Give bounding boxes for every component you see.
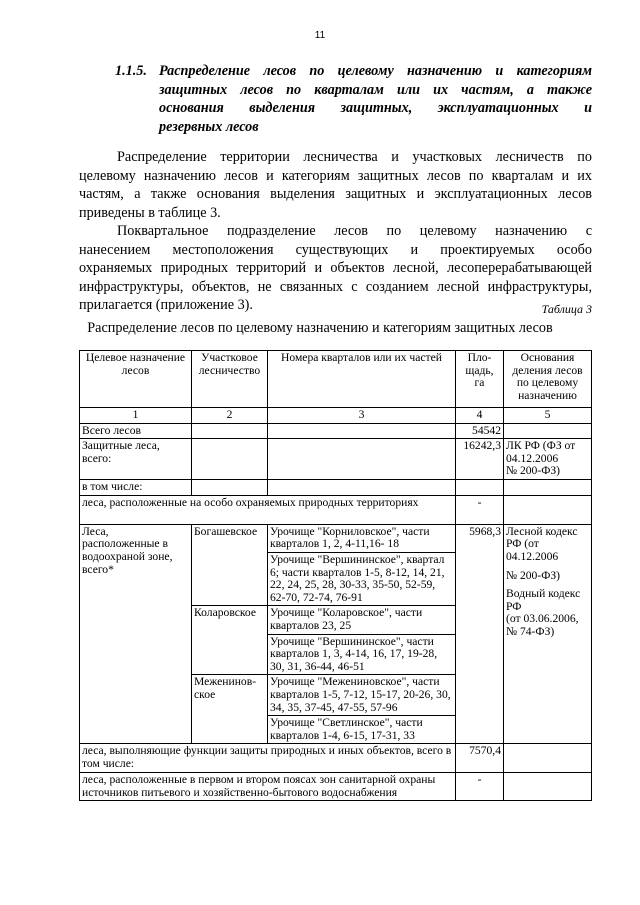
page-number: 11 <box>314 30 326 41</box>
row-label: Леса, расположенные в водоохраной зоне, всего* <box>80 524 192 744</box>
basis-line: ЛК РФ (ФЗ от <box>506 439 576 453</box>
row-area: 7570,4 <box>456 744 504 773</box>
column-number: 2 <box>192 408 268 424</box>
header-basis-line: деления лесов <box>512 363 583 377</box>
header-area-line: Пло- <box>467 351 492 364</box>
basis-line: 04.12.2006 <box>506 549 559 563</box>
table-row <box>80 480 592 496</box>
text-line: Распределение территории лесничества и участковых лесничеств по <box>117 149 592 165</box>
header-area-line: щадь, <box>465 363 494 377</box>
basis-line: 04.12.2006 <box>506 451 559 465</box>
tract-cell: Урочище "Межениновское", части кварталов 1-5, 7-12, 15-17, 20-26, 30, 34, 35, 37-45, 47-55, 57-96 <box>268 675 456 716</box>
row-label: леса, расположенные на особо охраняемых природных территориях <box>80 495 456 524</box>
text-line: приведены в таблице 3. <box>79 204 221 221</box>
header-basis-line: по целевому <box>516 376 579 390</box>
header-quarters: Номера кварталов или их частей <box>268 351 456 408</box>
basis-line: № 74-ФЗ) <box>506 624 555 638</box>
section-heading <box>115 62 592 136</box>
row-label: леса, выполняющие функции защиты природных и иных объектов, всего в том числе: <box>80 744 456 773</box>
row-area: 5968,3 <box>456 524 504 744</box>
text-line: инфраструктуры, объектов, не связанных с созданием лесной инфраструктуры, <box>79 278 592 295</box>
text-line: охраняемых природных территорий и объектов лесной, лесоперерабатывающей <box>79 260 592 276</box>
table-label: Таблица 3 <box>541 302 592 316</box>
column-number: 3 <box>268 408 456 424</box>
text-line: целевому назначению лесов и категориям защитных лесов по кварталам и их <box>79 167 592 184</box>
basis-line: РФ (от <box>506 537 539 551</box>
header-purpose: Целевое назначение лесов <box>80 351 192 408</box>
basis-line: (от 03.06.2006, <box>506 612 579 626</box>
column-number-row <box>80 408 592 424</box>
row-label: Всего лесов <box>80 423 192 439</box>
basis-line: № 200-ФЗ) <box>506 464 561 478</box>
row-area: - <box>456 773 504 801</box>
forestry-name: Коларовское <box>192 606 268 675</box>
row-basis <box>504 524 592 744</box>
header-basis-line: назначению <box>518 388 577 402</box>
column-number: 4 <box>456 408 504 424</box>
text-line: нанесением местоположения существующих и проектируемых особо <box>79 241 592 258</box>
table-row <box>80 773 592 801</box>
paragraph-1 <box>79 148 592 222</box>
tract-cell: Урочище "Светлинское", части кварталов 1-4, 6-15, 17-31, 33 <box>268 716 456 744</box>
table-header-row <box>80 351 592 408</box>
table-caption: Распределение лесов по целевому назначению и категориям защитных лесов <box>87 320 553 336</box>
table-row <box>80 439 592 480</box>
forest-distribution-table <box>79 350 592 801</box>
forestry-name <box>192 675 268 744</box>
forestry-name: Богашевское <box>192 524 268 606</box>
section-title-line: резервных лесов <box>159 118 259 135</box>
table-row <box>80 423 592 439</box>
basis-line: Лесной кодекс <box>506 524 578 538</box>
basis-line: Водный кодекс <box>506 587 581 601</box>
header-area-line: га <box>474 376 485 390</box>
section-title-line: защитных лесов по кварталам или их частям, а также <box>159 81 592 98</box>
tract-cell: Урочище "Корниловское", части кварталов 1, 2, 4-11,16- 18 <box>268 524 456 552</box>
text-line: частям, а также основания выделения защитных и эксплуатационных лесов <box>79 186 592 202</box>
paragraph-2 <box>79 222 592 315</box>
forestry-name-line: ское <box>194 687 216 701</box>
header-basis <box>504 351 592 408</box>
row-label: Защитные леса, всего: <box>80 439 192 480</box>
row-label: леса, расположенные в первом и втором поясах зон санитарной охраны источников питьевого и хозяйственно-бытового водоснабжения <box>80 773 456 801</box>
section-title-line: основания выделения защитных, эксплуатационных и <box>159 100 592 116</box>
tract-cell: Урочище "Вершининское", квартал 6; части кварталов 1-5, 8-12, 14, 21, 22, 24, 25, 28, 30-33, 35-50, 52-59, 62-70, 72-74, 76-91 <box>268 552 456 605</box>
row-label: в том числе: <box>80 480 192 496</box>
column-number: 1 <box>80 408 192 424</box>
row-area: - <box>456 495 504 524</box>
table-row <box>80 495 592 524</box>
forestry-name-line: Меженинов- <box>194 675 257 689</box>
text-line: прилагается (приложение 3). <box>79 297 253 313</box>
tract-cell: Урочище "Вершининское", части кварталов 1, 3, 4-14, 16, 17, 19-28, 30, 31, 36-44, 46-51 <box>268 634 456 675</box>
header-basis-line: Основания <box>520 351 575 364</box>
table-row <box>80 744 592 773</box>
row-area: 54542 <box>456 423 504 439</box>
text-line: Поквартальное подразделение лесов по целевому назначению с <box>117 223 592 239</box>
section-title-line: Распределение лесов по целевому назначению и категориям <box>159 63 592 79</box>
header-area <box>456 351 504 408</box>
header-forestry: Участковое лесничество <box>192 351 268 408</box>
column-number: 5 <box>504 408 592 424</box>
tract-cell: Урочище "Коларовское", части кварталов 23, 25 <box>268 606 456 634</box>
basis-line: РФ <box>506 599 522 613</box>
row-area: 16242,3 <box>456 439 504 480</box>
section-number: 1.1.5. <box>115 63 147 79</box>
basis-line: № 200-ФЗ) <box>506 568 561 582</box>
row-basis <box>504 439 592 480</box>
table-row <box>80 524 592 552</box>
